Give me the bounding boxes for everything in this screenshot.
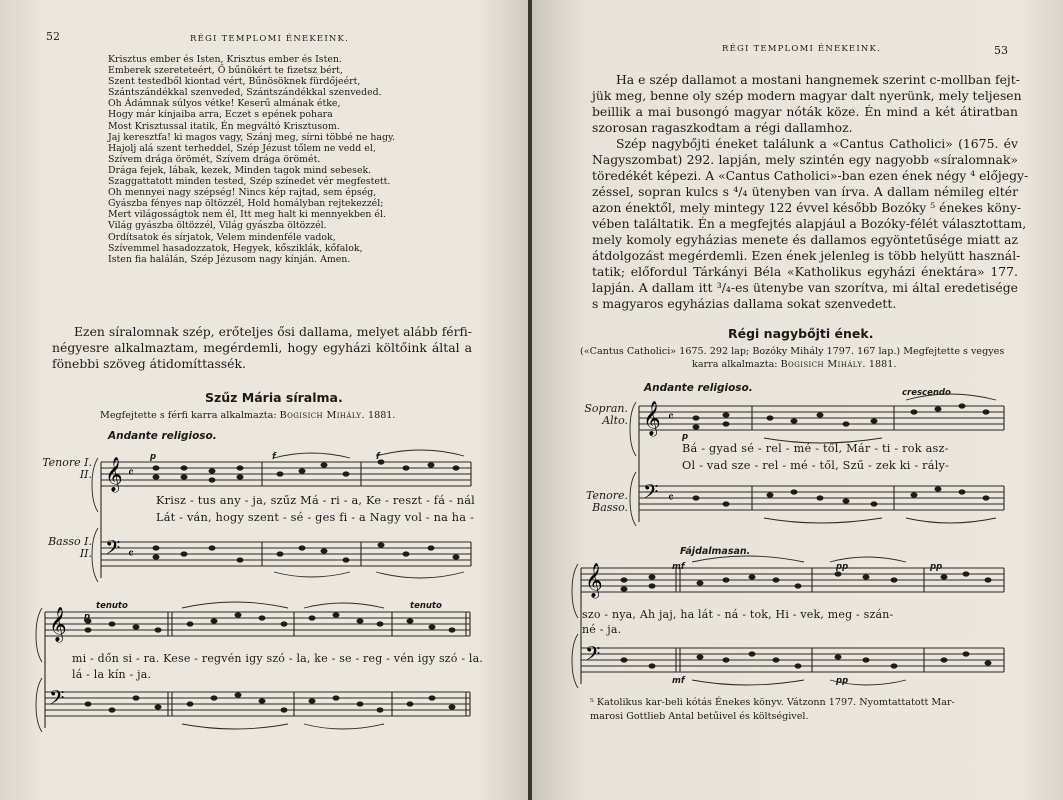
dynamic-p: p: [150, 452, 157, 462]
treble-clef-icon: 𝄞: [643, 401, 661, 436]
source-year: 1881.: [868, 359, 897, 370]
poem-line: Világ gyászba öltözzél, Világ gyászba öltözzél.: [108, 220, 327, 232]
poem-line: Hogy már kínjaiba arra, Eczet s epének pohara: [108, 109, 333, 121]
bass-clef-icon: 𝄢: [105, 536, 121, 564]
lyrics-verse-1-line-2: mi - dőn si - ra. Kese - regvén igy szó - la, ke - se - reg - vén igy szó - la.: [72, 652, 484, 665]
left-paragraph: [52, 324, 472, 372]
paragraph-line: töredékét képezi. A «Cantus Catholici»-ban ezen ének négy ⁴ előjegy-: [592, 168, 1029, 183]
left-arranger-line: [100, 410, 395, 421]
time-signature-c: 𝄴: [128, 547, 134, 562]
lyrics-verse-2-line-1: Ol - vad sze - rel - mé - től, Szű - zek ki - rály-: [682, 459, 950, 472]
source-name: Bogisich Mihály.: [780, 359, 866, 370]
voice-label: Tenore.: [586, 489, 628, 502]
poem-line: Mert világosságtok nem él, Itt meg halt ki mennyekben él.: [108, 209, 386, 221]
dynamic-mf: mf: [672, 562, 685, 572]
poem-text: [108, 54, 468, 265]
poem-line: Jaj keresztfa! ki magos vagy, Szánj meg, sírni többé ne hagy.: [108, 131, 396, 143]
time-signature-c: 𝄴: [668, 491, 674, 506]
footnote-line: ⁵ Katolikus kar-beli kótás Énekes könyv. Vátzonn 1797. Nyomtattatott Mar-: [590, 697, 955, 708]
dynamic-f: f: [376, 452, 380, 462]
lyrics-verse-1-line-1: Bá - gyad sé - rel - mé - től, Már - ti - rok asz-: [682, 442, 949, 455]
arranger-name: Bogisich Mihály.: [279, 410, 365, 421]
poem-line: Krisztus ember és Isten, Krisztus ember és Isten.: [108, 54, 342, 65]
bass-clef-icon: 𝄢: [643, 480, 659, 508]
left-tempo-marking: Andante religioso.: [108, 430, 217, 442]
right-source-line-2: [692, 359, 896, 370]
dynamic-pp: pp: [930, 562, 943, 572]
tenuto-marking: tenuto: [410, 601, 442, 611]
lyrics-verse-2-line-1: Lát - ván, hogy szent - sé - ges fi - a Nagy vol - na ha -: [156, 511, 475, 524]
dynamic-pp: pp: [836, 562, 849, 572]
poem-line: Szívem drága örömét, Szívem drága örömét.: [108, 153, 321, 165]
left-page-number: 52: [46, 30, 60, 43]
right-running-head: RÉGI TEMPLOMI ÉNEKEINK.: [722, 44, 881, 54]
voice-label-tenor-bass: [566, 490, 628, 514]
poem-line: Szántszándékkal szenveded, Szántszándékkal szenveded.: [108, 87, 382, 99]
paragraph-line: átdolgozást megérdemli. Ezen ének jelenleg is több helyütt használ-: [592, 248, 1021, 263]
poem-line: Szívemmel hasadozzatok, Hegyek, kősziklák, kőfalok,: [108, 242, 363, 254]
left-song-title: Szűz Mária síralma.: [205, 390, 343, 405]
system-brace: [36, 608, 42, 732]
dynamic-f: f: [272, 452, 276, 462]
paragraph-line: jük meg, benne oly szép modern magyar dalt nyerünk, mely teljesen: [592, 88, 1022, 103]
source-prefix: karra alkalmazta:: [692, 359, 778, 370]
paragraph-line: Ha e szép dallamot a mostani hangnemek szerint c-mollban fejt-: [616, 72, 1020, 87]
dynamic-pp: pp: [836, 676, 849, 686]
lyrics-verse-1-line-2: szo - nya, Ah jaj, ha lát - ná - tok, Hi - vek, meg - szán-: [582, 608, 894, 621]
voice-label: II.: [79, 468, 92, 481]
voice-label: Alto.: [602, 414, 628, 427]
paragraph-line: vében találtatik. Én a megfejtés alapjául a Bozóky-félét választottam,: [592, 216, 1027, 231]
right-tempo-marking: Andante religioso.: [644, 382, 753, 394]
poem-line: Isten fia halálán, Szép Jézusom nagy kínján. Amen.: [108, 253, 351, 265]
dynamic-p: p: [682, 432, 689, 442]
poem-line: Gyászba fényes nap öltözzél, Hold homályban rejtekezzél;: [108, 198, 384, 210]
right-tempo-fajdalmasan: Fájdalmasan.: [680, 546, 751, 557]
poem-line: Emberek szereteteért, Ő bűnökért te fizetsz bért,: [108, 65, 343, 77]
crescendo-marking: crescendo: [902, 388, 951, 398]
poem-line: Oh mennyei nagy szépség! Nincs kép rajtad, sem épség,: [108, 187, 377, 199]
voice-label: Basso I.: [48, 535, 92, 548]
footnote-line: marosi Gottlieb Antal betűivel és költségivel.: [590, 711, 809, 722]
paragraph-line: Nagyszombat) 292. lapján, mely szintén egy nagyobb «síralomnak»: [592, 152, 1018, 167]
poem-line: Hajolj alá szent terheddel, Szép Jézust tőlem ne vedd el,: [108, 142, 376, 154]
treble-clef-icon: 𝄞: [49, 607, 67, 642]
arranger-year: 1881.: [367, 410, 396, 421]
voice-label-tenors: [30, 457, 92, 481]
time-signature-c: 𝄴: [668, 410, 674, 425]
right-score-system-2: [576, 556, 1008, 696]
dynamic-mf: mf: [672, 676, 685, 686]
poem-line: Most Krisztussal itatik, Én megváltó Krisztusom.: [108, 120, 340, 132]
arranger-prefix: Megfejtette s férfi karra alkalmazta:: [100, 410, 277, 421]
system-brace: [572, 564, 578, 688]
lyrics-verse-2-line-2: lá - la kín - ja.: [72, 668, 152, 681]
right-song-title: Régi nagybőjti ének.: [728, 326, 874, 341]
voice-label-basses: [30, 536, 92, 560]
poem-line: Ordítsatok és sírjatok, Velem mindenféle vadok,: [108, 231, 336, 243]
tenuto-marking: tenuto: [96, 601, 128, 611]
right-paragraph-2: [592, 136, 1029, 312]
paragraph-line: négyesre alkalmaztam, megérdemli, hogy egyházi költőink által a: [52, 340, 472, 355]
system-brace: [630, 402, 636, 526]
paragraph-line: lapján. A dallam itt ³/₄-es ütenybe van szorítva, mi által eredetisége: [592, 280, 1018, 295]
paragraph-line: Ezen síralomnak szép, erőteljes ősi dallama, melyet alább férfi-: [74, 324, 472, 339]
poem-line: Drága fejek, lábak, kezek, Minden tagok mind sebesek.: [108, 164, 372, 176]
paragraph-line: mely komoly egyházias menete és dallamos egyöntetűsége miatt az: [592, 232, 1018, 247]
treble-clef-icon: 𝄞: [105, 457, 123, 492]
paragraph-line: fönebbi szöveg átidomíttassék.: [52, 356, 246, 371]
dynamic-p: p: [84, 612, 91, 622]
treble-clef-icon: 𝄞: [585, 563, 603, 598]
paragraph-line: zéssel, sopran kulcs s ⁴/₄ ütenyben van írva. A dallam némileg eltér: [592, 184, 1018, 199]
voice-label: Sopran.: [584, 402, 628, 415]
paragraph-line: Szép nagybőjti éneket találunk a «Cantus Catholici» (1675. év: [616, 136, 1018, 151]
right-footnote: [590, 696, 1045, 724]
lyrics-verse-1-line-1: Krisz - tus any - ja, szűz Má - ri - a, Ke - reszt - fá - nál: [156, 494, 475, 507]
noteheads: [693, 403, 990, 506]
system-brace: [92, 458, 98, 582]
time-signature-c: 𝄴: [128, 466, 134, 481]
right-source-line-1: («Cantus Catholici» 1675. 292 lap; Bozóky Mihály 1797. 167 lap.) Megfejtette s vegyes: [580, 346, 1005, 357]
voice-label: Basso.: [592, 501, 628, 514]
paragraph-line: azon énektől, mely mintegy 122 évvel később Bozóky ⁵ énekes köny-: [592, 200, 1022, 215]
left-running-head: RÉGI TEMPLOMI ÉNEKEINK.: [190, 34, 349, 44]
right-paragraph-1: [592, 72, 1022, 136]
voice-label: II.: [79, 547, 92, 560]
right-page: [532, 0, 1063, 800]
bass-clef-icon: 𝄢: [49, 686, 65, 714]
paragraph-line: beillik a mai busongó magyar nóták köze. Én mind a két átiratban: [592, 104, 1018, 119]
bass-clef-icon: 𝄢: [585, 642, 601, 670]
paragraph-line: s magyaros egyházias dallama sokat szenvedett.: [592, 296, 897, 311]
poem-line: Szent testedből kiontad vért, Bűnösöknek fürdőjeért,: [108, 76, 361, 88]
paragraph-line: tatik; előfordul Tárkányi Béla «Katholikus egyházi énektára» 177.: [592, 264, 1018, 279]
paragraph-line: szorosan ragaszkodtam a régi dallamhoz.: [592, 120, 853, 135]
poem-line: Oh Ádámnak súlyos vétke! Keserű almának étke,: [108, 98, 341, 110]
right-page-number: 53: [994, 44, 1008, 57]
voice-label: Tenore I.: [42, 456, 92, 469]
voice-label-soprano-alto: [566, 403, 628, 427]
left-page: [0, 0, 530, 800]
poem-line: Szaggattatott minden tested, Szép színedet vér megfestett.: [108, 176, 391, 188]
lyrics-verse-2-line-2: né - ja.: [582, 623, 622, 636]
